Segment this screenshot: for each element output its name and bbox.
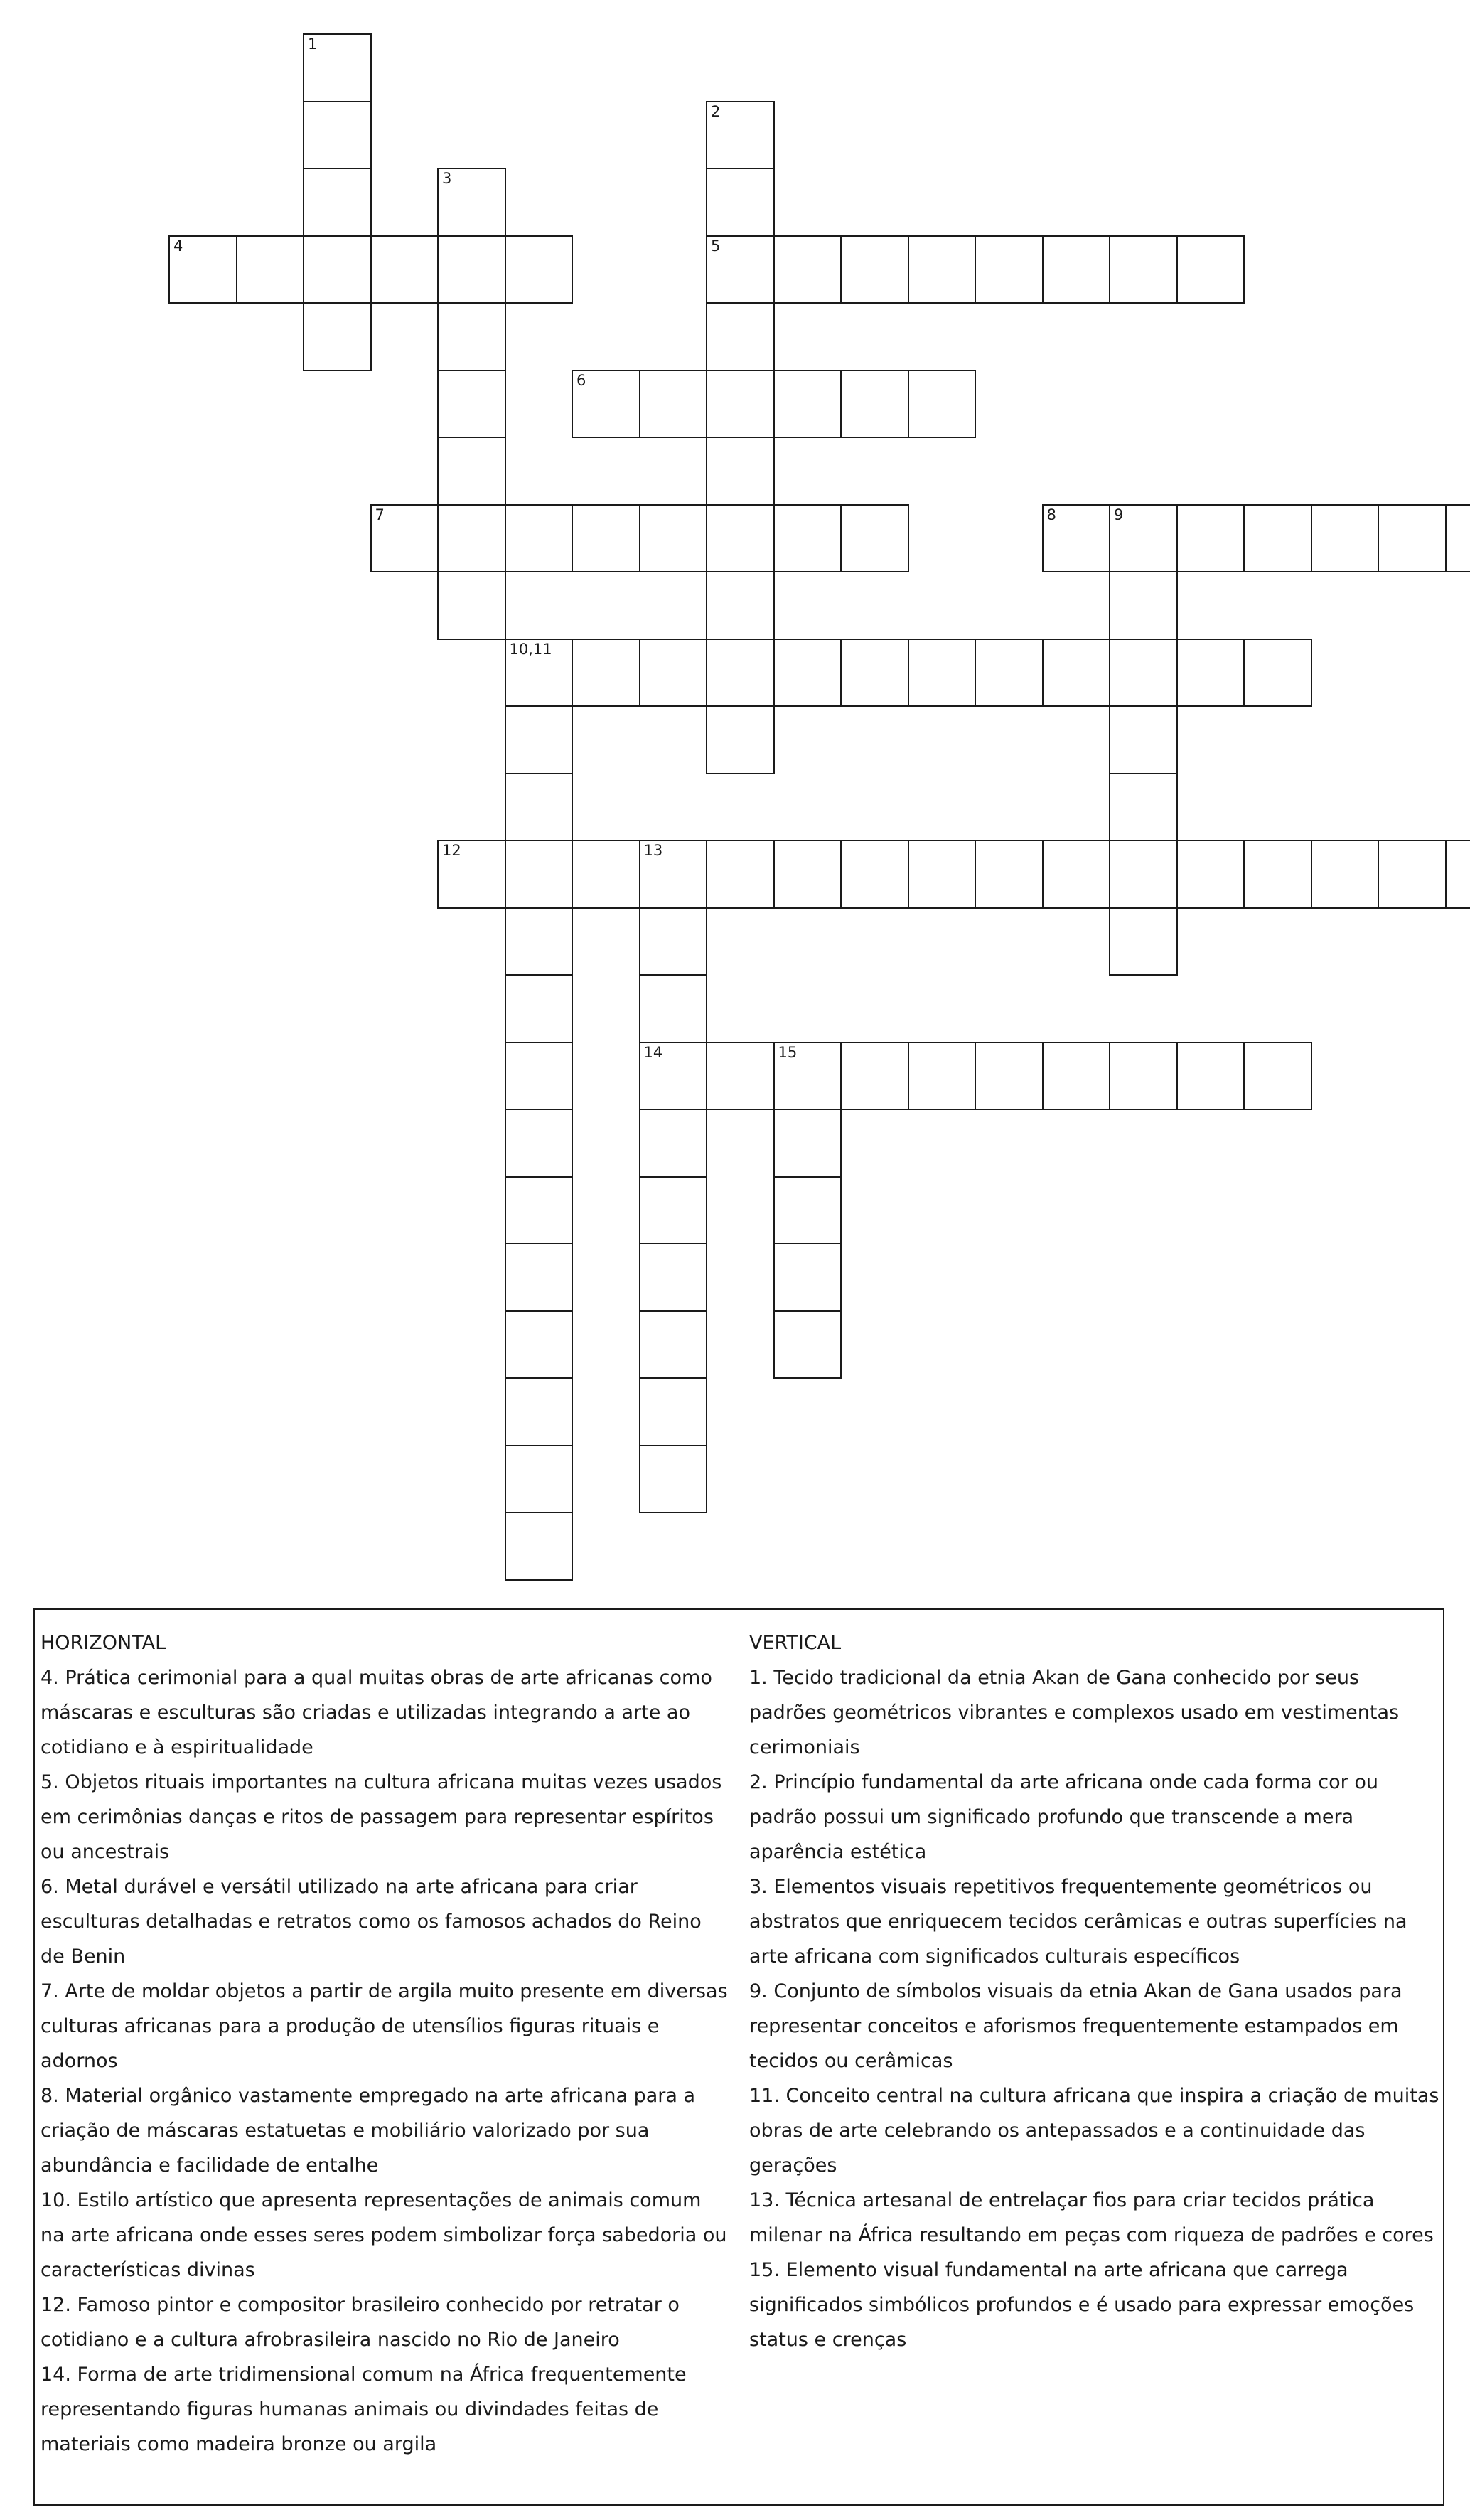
grid-cell[interactable]: [975, 1042, 1044, 1111]
clue-number: 8: [1046, 506, 1056, 523]
clue-number: 6: [576, 371, 586, 389]
grid-cell[interactable]: [1176, 639, 1245, 708]
grid-cell[interactable]: [706, 504, 775, 573]
grid-cell[interactable]: [1243, 1042, 1312, 1111]
grid-cell[interactable]: [1109, 705, 1178, 774]
grid-cell[interactable]: [908, 840, 977, 909]
grid-cell[interactable]: [505, 1377, 574, 1446]
grid-cell[interactable]: [1378, 504, 1447, 573]
grid-cell[interactable]: [505, 907, 574, 976]
grid-cell[interactable]: [1243, 840, 1312, 909]
horizontal-heading: HORIZONTAL: [41, 1632, 166, 1654]
grid-cell[interactable]: [1445, 504, 1470, 573]
grid-cell[interactable]: [639, 1445, 708, 1514]
clue-horizontal-7: 7. Arte de moldar objetos a partir de argila muito presente em diversas culturas africanas para a produção de utensílios figuras rituais e adornos: [41, 1980, 728, 2072]
grid-cell[interactable]: [572, 840, 640, 909]
clue-number: 7: [375, 506, 385, 523]
grid-cell[interactable]: [505, 1109, 574, 1178]
grid-cell[interactable]: [370, 235, 439, 304]
grid-cell[interactable]: [505, 773, 574, 842]
grid-cell[interactable]: [840, 504, 909, 573]
grid-cell[interactable]: [370, 504, 439, 573]
grid-cell[interactable]: [975, 235, 1044, 304]
grid-cell[interactable]: [505, 840, 574, 909]
clue-horizontal-12: 12. Famoso pintor e compositor brasileiro conhecido por retratar o cotidiano e a cultura afrobrasileira nascido no Rio de Janeiro: [41, 2294, 680, 2351]
grid-cell[interactable]: [505, 1176, 574, 1245]
grid-cell[interactable]: [773, 1109, 842, 1178]
grid-cell[interactable]: [639, 1310, 708, 1379]
grid-cell[interactable]: [1042, 504, 1111, 573]
grid-cell[interactable]: [639, 370, 708, 439]
grid-cell[interactable]: [773, 235, 842, 304]
grid-cell[interactable]: [908, 235, 977, 304]
grid-cell[interactable]: [639, 639, 708, 708]
grid-cell[interactable]: [773, 504, 842, 573]
grid-cell[interactable]: [505, 1243, 574, 1312]
grid-cell[interactable]: [639, 504, 708, 573]
clue-vertical-15: 15. Elemento visual fundamental na arte africana que carrega significados simbólicos profundos e é usado para expressar emoções status e crenças: [749, 2259, 1415, 2351]
grid-cell[interactable]: [773, 1176, 842, 1245]
grid-cell[interactable]: [1109, 639, 1178, 708]
grid-cell[interactable]: [639, 1243, 708, 1312]
grid-cell[interactable]: [505, 1310, 574, 1379]
grid-cell[interactable]: [1176, 504, 1245, 573]
vertical-heading: VERTICAL: [749, 1632, 842, 1654]
grid-cell[interactable]: [1109, 235, 1178, 304]
grid-cell[interactable]: [303, 101, 372, 170]
grid-cell[interactable]: [840, 639, 909, 708]
grid-cell[interactable]: [1109, 840, 1178, 909]
grid-cell[interactable]: [639, 1377, 708, 1446]
grid-cell[interactable]: [303, 168, 372, 237]
grid-cell[interactable]: [773, 840, 842, 909]
grid-cell[interactable]: [505, 1042, 574, 1111]
clue-vertical-2: 2. Princípio fundamental da arte africana onde cada forma cor ou padrão possui um significado profundo que transcende a mera aparência estética: [749, 1771, 1378, 1863]
grid-cell[interactable]: [1109, 907, 1178, 976]
grid-cell[interactable]: [639, 974, 708, 1043]
clue-number: 1: [308, 36, 318, 53]
clue-number: 14: [643, 1043, 663, 1061]
grid-cell[interactable]: [639, 1042, 708, 1111]
clue-vertical-1: 1. Tecido tradicional da etnia Akan de Gana conhecido por seus padrões geométricos vibrantes e complexos usado em vestimentas cerimoniais: [749, 1667, 1400, 1758]
grid-cell[interactable]: [1109, 773, 1178, 842]
grid-cell[interactable]: [908, 639, 977, 708]
grid-cell[interactable]: [706, 1042, 775, 1111]
clues-panel: [33, 1608, 1444, 2506]
horizontal-clues: [41, 1625, 730, 2462]
grid-cell[interactable]: [706, 101, 775, 170]
grid-cell[interactable]: [1311, 840, 1380, 909]
clue-number: 3: [442, 170, 452, 187]
grid-cell[interactable]: [505, 504, 574, 573]
grid-cell[interactable]: [303, 33, 372, 102]
clue-number: 12: [442, 842, 461, 859]
grid-cell[interactable]: [706, 571, 775, 640]
clue-vertical-9: 9. Conjunto de símbolos visuais da etnia Akan de Gana usados para representar conceitos e aforismos frequentemente estampados em tecidos ou cerâmicas: [749, 1980, 1402, 2072]
grid-cell[interactable]: [505, 1512, 574, 1581]
grid-cell[interactable]: [706, 370, 775, 439]
grid-cell[interactable]: [706, 639, 775, 708]
clue-number: 10,11: [509, 640, 552, 658]
clue-horizontal-14: 14. Forma de arte tridimensional comum na África frequentemente representando figuras humanas animais ou divindades feitas de materiais como madeira bronze ou argila: [41, 2364, 687, 2455]
clue-number: 2: [711, 102, 721, 120]
grid-cell[interactable]: [437, 504, 506, 573]
grid-cell[interactable]: [1042, 235, 1111, 304]
grid-cell[interactable]: [1109, 1042, 1178, 1111]
grid-cell[interactable]: [437, 235, 506, 304]
grid-cell[interactable]: [236, 235, 305, 304]
grid-cell[interactable]: [975, 840, 1044, 909]
grid-cell[interactable]: [505, 639, 574, 708]
grid-cell[interactable]: [908, 370, 977, 439]
vertical-clues: [749, 1625, 1442, 2357]
grid-cell[interactable]: [505, 1445, 574, 1514]
grid-cell[interactable]: [1109, 504, 1178, 573]
grid-cell[interactable]: [505, 705, 574, 774]
grid-cell[interactable]: [572, 639, 640, 708]
grid-cell[interactable]: [1176, 1042, 1245, 1111]
clue-horizontal-10: 10. Estilo artístico que apresenta representações de animais comum na arte africana onde esses seres podem simbolizar força sabedoria ou características divinas: [41, 2189, 727, 2281]
grid-cell[interactable]: [773, 639, 842, 708]
grid-cell[interactable]: [706, 302, 775, 371]
grid-cell[interactable]: [572, 504, 640, 573]
grid-cell[interactable]: [505, 235, 574, 304]
clue-horizontal-4: 4. Prática cerimonial para a qual muitas obras de arte africanas como máscaras e esculturas são criadas e utilizadas integrando a arte ao cotidiano e à espiritualidade: [41, 1667, 712, 1758]
grid-cell[interactable]: [168, 235, 237, 304]
grid-cell[interactable]: [639, 1109, 708, 1178]
grid-cell[interactable]: [773, 1310, 842, 1379]
grid-cell[interactable]: [1042, 639, 1111, 708]
grid-cell[interactable]: [975, 639, 1044, 708]
grid-cell[interactable]: [437, 571, 506, 640]
grid-cell[interactable]: [773, 370, 842, 439]
grid-cell[interactable]: [437, 437, 506, 506]
grid-cell[interactable]: [706, 840, 775, 909]
grid-cell[interactable]: [437, 840, 506, 909]
grid-cell[interactable]: [303, 235, 372, 304]
grid-cell[interactable]: [572, 370, 640, 439]
grid-cell[interactable]: [1243, 504, 1312, 573]
grid-cell[interactable]: [840, 1042, 909, 1111]
grid-cell[interactable]: [1311, 504, 1380, 573]
grid-cell[interactable]: [773, 1243, 842, 1312]
grid-cell[interactable]: [706, 705, 775, 774]
grid-cell[interactable]: [639, 840, 708, 909]
grid-cell[interactable]: [706, 437, 775, 506]
grid-cell[interactable]: [639, 1176, 708, 1245]
grid-cell[interactable]: [1176, 840, 1245, 909]
grid-cell[interactable]: [773, 1042, 842, 1111]
grid-cell[interactable]: [840, 370, 909, 439]
grid-cell[interactable]: [639, 907, 708, 976]
grid-cell[interactable]: [1176, 235, 1245, 304]
clue-vertical-13: 13. Técnica artesanal de entrelaçar fios para criar tecidos prática milenar na África resultando em peças com riqueza de padrões e cores: [749, 2189, 1434, 2246]
grid-cell[interactable]: [706, 235, 775, 304]
clue-number: 9: [1114, 506, 1124, 523]
clue-number: 4: [173, 237, 183, 255]
grid-cell[interactable]: [437, 370, 506, 439]
clue-horizontal-8: 8. Material orgânico vastamente empregado na arte africana para a criação de máscaras estatuetas e mobiliário valorizado por sua abundância e facilidade de entalhe: [41, 2085, 696, 2177]
clue-number: 13: [643, 842, 663, 859]
grid-cell[interactable]: [908, 1042, 977, 1111]
grid-cell[interactable]: [1042, 840, 1111, 909]
grid-cell[interactable]: [840, 840, 909, 909]
clue-vertical-3: 3. Elementos visuais repetitivos frequentemente geométricos ou abstratos que enriquecem tecidos cerâmicas e outras superfícies na arte africana com significados culturais específicos: [749, 1876, 1407, 1968]
grid-cell[interactable]: [706, 168, 775, 237]
clue-number: 5: [711, 237, 721, 255]
clue-horizontal-6: 6. Metal durável e versátil utilizado na arte africana para criar esculturas detalhadas e retratos como os famosos achados do Reino de Benin: [41, 1876, 702, 1968]
clue-horizontal-5: 5. Objetos rituais importantes na cultura africana muitas vezes usados em cerimônias danças e ritos de passagem para representar espíritos ou ancestrais: [41, 1771, 722, 1863]
grid-cell[interactable]: [840, 235, 909, 304]
grid-cell[interactable]: [303, 302, 372, 371]
clue-number: 15: [778, 1043, 798, 1061]
grid-cell[interactable]: [1109, 571, 1178, 640]
grid-cell[interactable]: [1445, 840, 1470, 909]
grid-cell[interactable]: [1042, 1042, 1111, 1111]
clue-vertical-11: 11. Conceito central na cultura africana que inspira a criação de muitas obras de arte celebrando os antepassados e a continuidade das gerações: [749, 2085, 1439, 2177]
grid-cell[interactable]: [437, 168, 506, 237]
grid-cell[interactable]: [1243, 639, 1312, 708]
grid-cell[interactable]: [505, 974, 574, 1043]
grid-cell[interactable]: [1378, 840, 1447, 909]
grid-cell[interactable]: [437, 302, 506, 371]
